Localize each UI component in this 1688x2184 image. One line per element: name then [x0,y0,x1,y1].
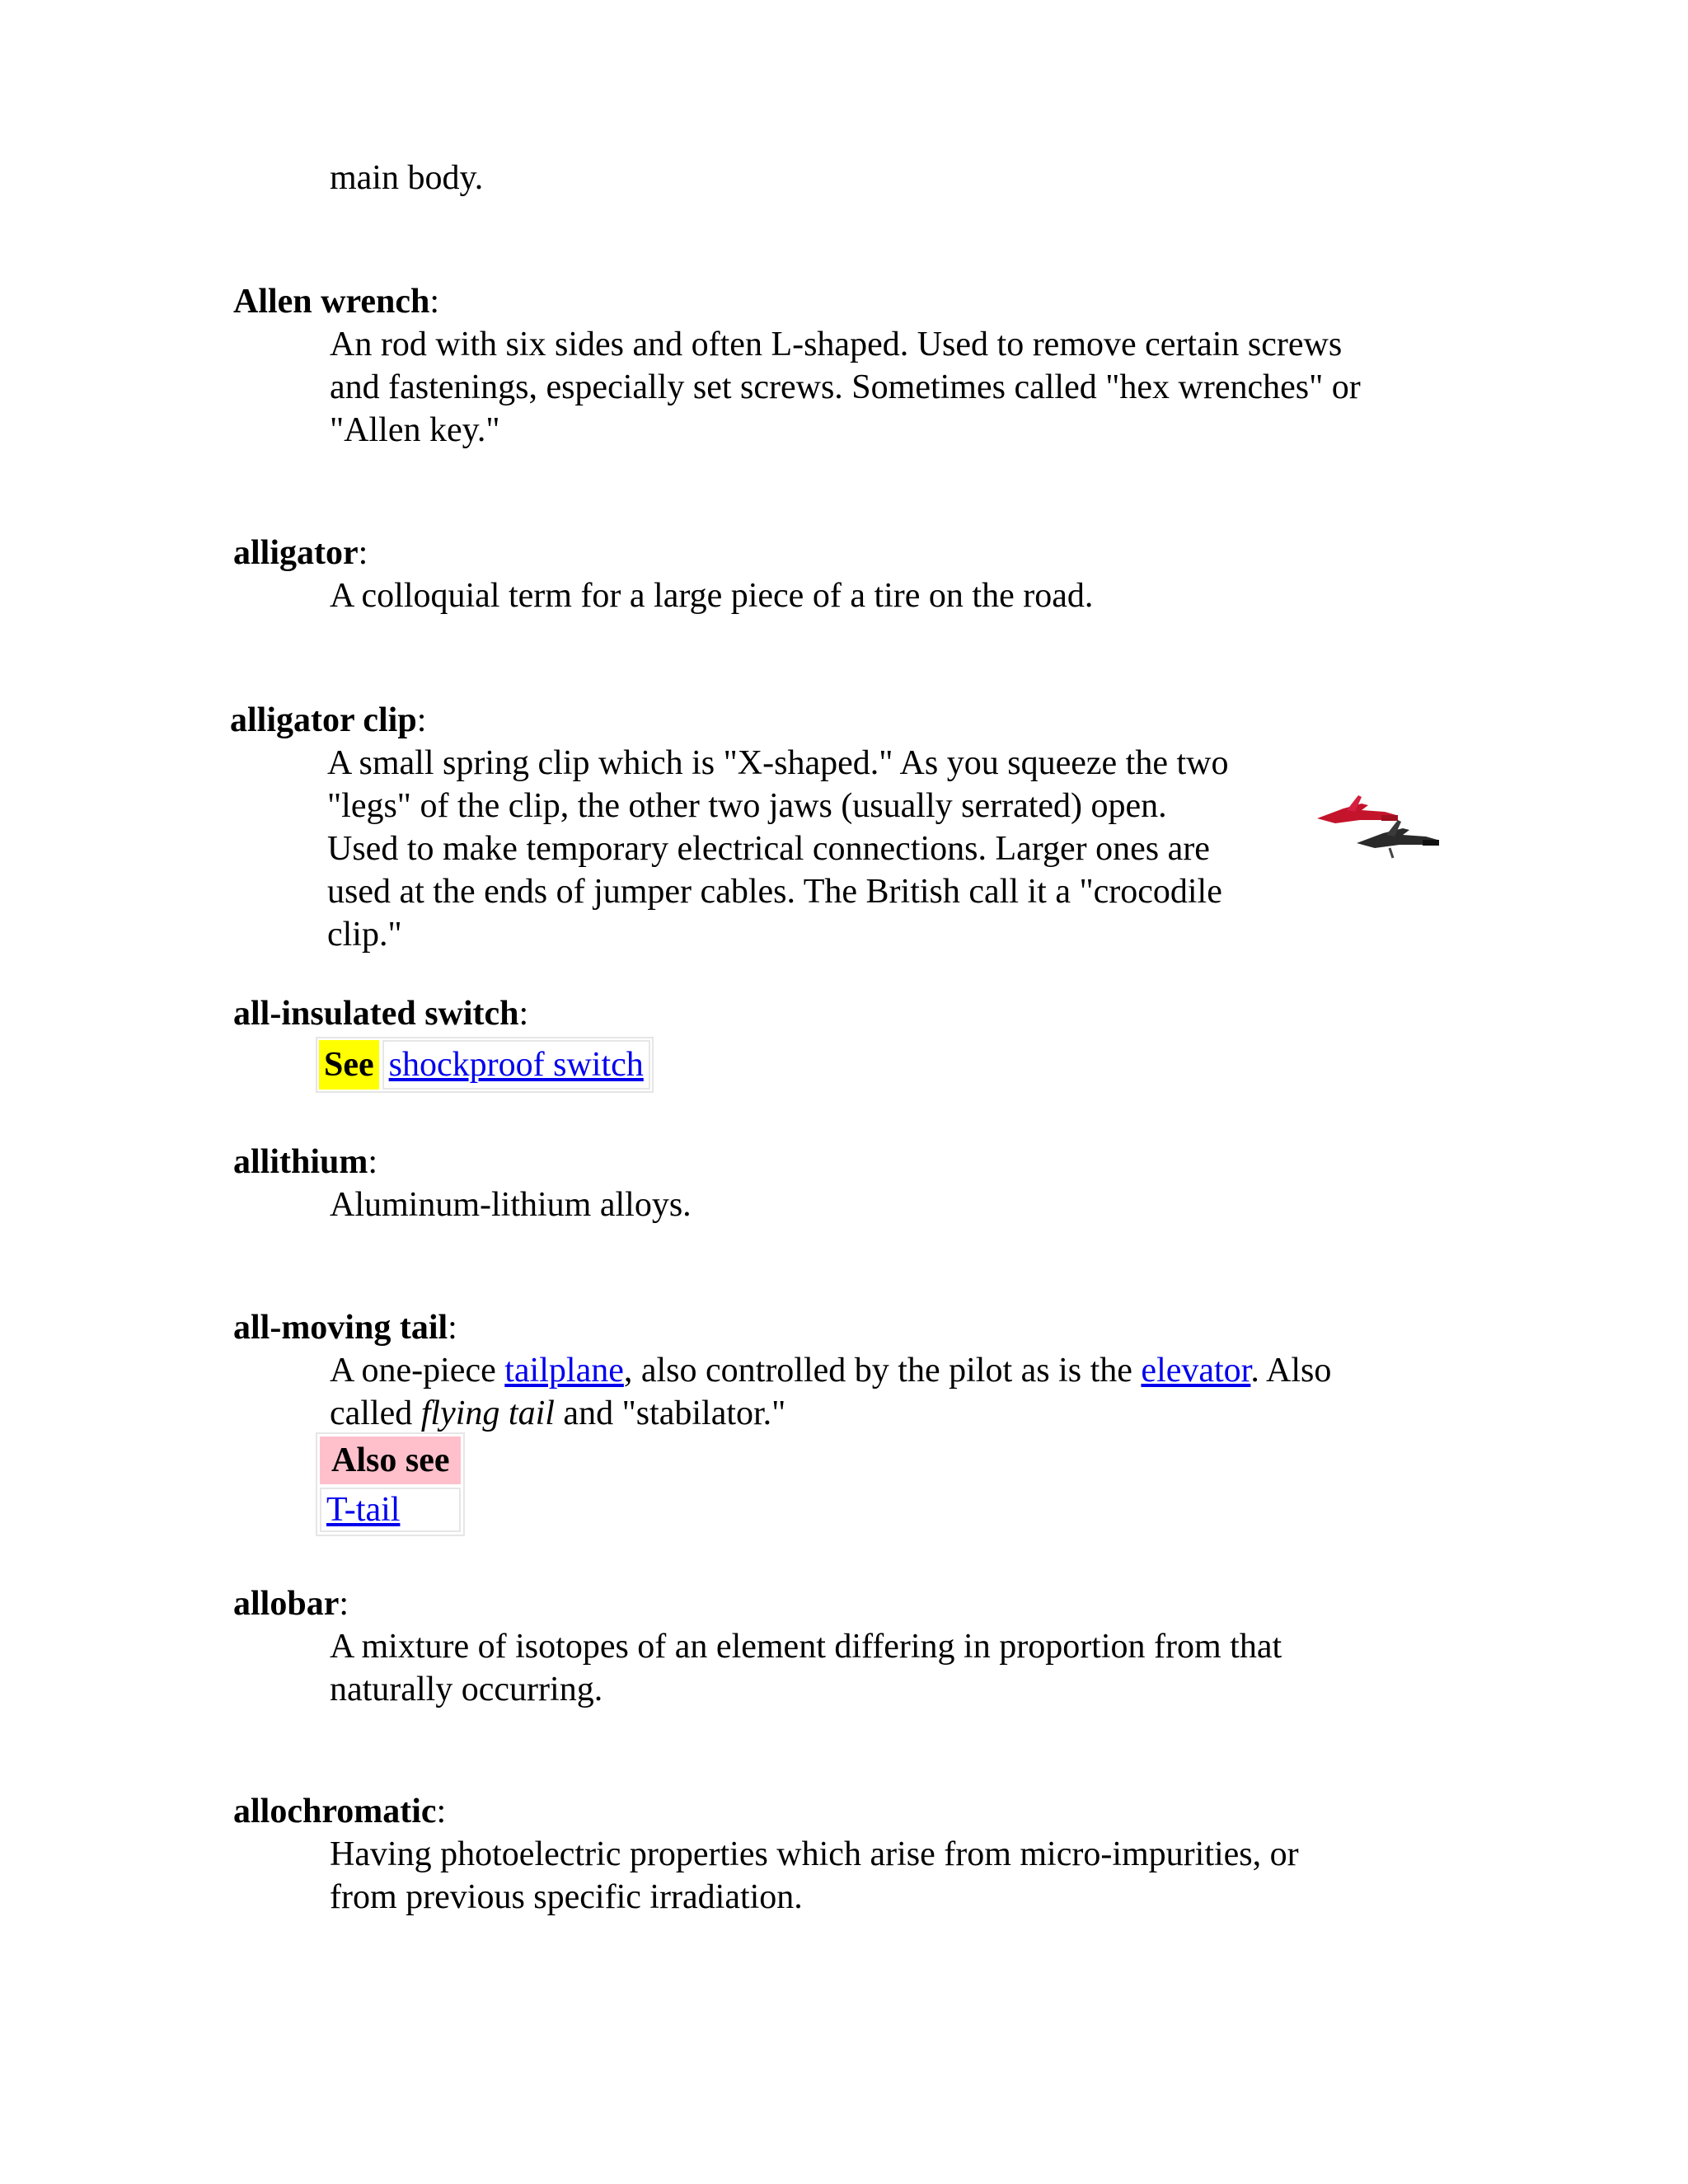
entry-alligator-clip: alligator clip: [230,701,427,739]
entry-term: allochromatic [233,1793,437,1830]
entry-definition: Having photoelectric properties which arise from micro-impurities, or from previous specific irradiation. [330,1835,1299,1916]
entry-term: alligator clip [230,701,417,739]
see-reference-box [316,1037,654,1093]
entry-definition: A mixture of isotopes of an element differing in proportion from that naturally occurring. [330,1628,1282,1708]
entry-term: alligator [233,534,359,572]
entry-term: all-moving tail [233,1309,448,1347]
entry-definition: A colloquial term for a large piece of a tire on the road. [330,577,1094,615]
entry-alligator: alligator: [233,534,368,572]
entry-allithium: allithium: [233,1143,378,1181]
link-tailplane[interactable]: tailplane [504,1352,624,1390]
entry-allochromatic: allochromatic: [233,1793,447,1830]
entry-definition: An rod with six sides and often L-shaped. Used to remove certain screws and fastenings, especially set screws. Sometimes called "hex wrenches" or "Allen key." [330,326,1361,449]
entry-term: all-insulated switch [233,995,519,1033]
also-see-label: Also see [320,1436,461,1484]
entry-term: Allen wrench [233,283,430,321]
also-see-box [316,1432,465,1536]
red-clip-icon [1317,795,1398,823]
see-link-cell [382,1040,650,1090]
entry-term: allithium [233,1143,368,1181]
entry-definition: A one-piece tailplane, also controlled by the pilot as is the elevator. Also called flying tail and "stabilator." [330,1352,1332,1432]
entry-definition: A small spring clip which is "X-shaped." As you squeeze the two "legs" of the clip, the other two jaws (usually serrated) open. Used to make temporary electrical connections. Larger ones are used at the ends of jumper cables. The British call it a "crocodile clip." [327,744,1229,954]
link-t-tail[interactable]: T-tail [326,1491,401,1529]
link-elevator[interactable]: elevator [1141,1352,1251,1390]
see-label: See [319,1040,379,1090]
link-shockproof-switch[interactable]: shockproof switch [388,1046,644,1084]
entry-allen-wrench: Allen wrench: [233,283,440,321]
entry-all-moving-tail: all-moving tail: [233,1309,457,1347]
black-clip-icon [1357,820,1439,858]
entry-definition: Aluminum-lithium alloys. [330,1186,692,1224]
alligator-clips-image [1311,787,1442,861]
entry-allobar: allobar: [233,1585,349,1623]
entry-term: allobar [233,1585,340,1623]
entry-all-insulated-switch: all-insulated switch: [233,995,529,1033]
continued-definition: main body. [330,159,484,197]
also-see-link-cell [320,1488,461,1532]
